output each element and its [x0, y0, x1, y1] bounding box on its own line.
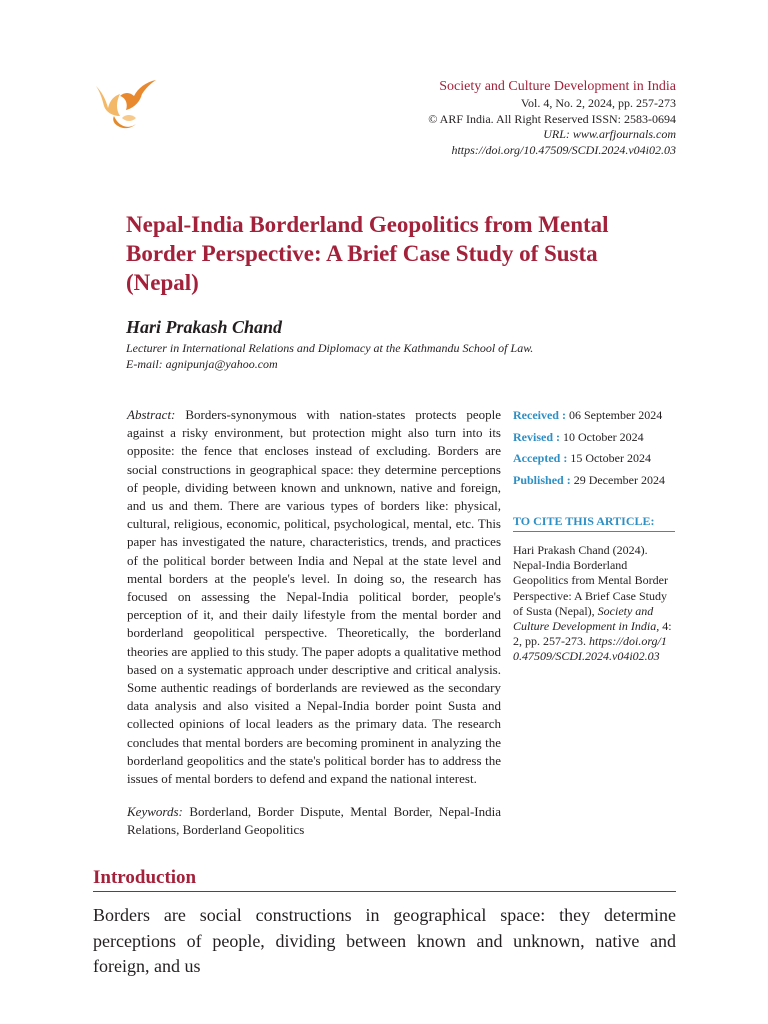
accepted-date: [513, 448, 683, 470]
citation: [513, 543, 675, 665]
keywords: [127, 803, 501, 839]
keywords-text: Borderland, Border Dispute, Mental Border, Nepal-India Relations, Borderland Geopolitics: [127, 804, 501, 838]
abstract-label: Abstract:: [127, 407, 176, 422]
journal-name: Society and Culture Development in India: [439, 79, 676, 94]
received-label: Received :: [513, 408, 566, 422]
section-divider: [93, 891, 676, 892]
keywords-label: Keywords:: [127, 804, 183, 819]
article-author: Hari Prakash Chand: [126, 317, 283, 337]
revised-value: 10 October 2024: [563, 429, 644, 444]
introduction-heading: Introduction: [93, 867, 197, 888]
citation-pages: 4: 2, pp. 257-273.: [513, 619, 672, 649]
article-dates: [513, 405, 683, 491]
journal-url[interactable]: URL: www.arfjournals.com: [543, 127, 676, 141]
journal-doi[interactable]: https://doi.org/10.47509/SCDI.2024.v04i02.03: [451, 142, 676, 157]
article-title: Nepal-India Borderland Geopolitics from Mental Border Perspective: A Brief Case Study of Susta (Nepal): [126, 212, 609, 295]
cite-heading: TO CITE THIS ARTICLE:: [513, 514, 675, 532]
accepted-label: Accepted :: [513, 451, 568, 465]
introduction-text: Borders are social constructions in geographical space: they determine perceptions of people, dividing between known and unknown, native and foreign, and us: [93, 905, 676, 976]
citation-text: Hari Prakash Chand (2024). Nepal-India Borderland Geopolitics from Mental Border Perspective: A Brief Case Study of Susta (Nepal),: [513, 543, 668, 618]
citation-journal: Society and Culture Development in India,: [513, 603, 660, 634]
author-affiliation: Lecturer in International Relations and Diplomacy at the Kathmandu School of Law.: [126, 341, 534, 355]
published-value: 29 December 2024: [573, 472, 665, 487]
accepted-value: 15 October 2024: [570, 451, 651, 465]
journal-header: [428, 78, 676, 158]
author-email[interactable]: E-mail: agnipunja@yahoo.com: [126, 357, 278, 371]
abstract-text: Borders-synonymous with nation-states protects people against a risky environment, but protection might also turn into its opposite: the fence that encloses instead of excluding. Borders are social constructions in geographical space: they determine perceptions of people, dividing between known and unknown, native and foreign, and us and them. There are various types of borders like: physical, cultural, religious, economic, political, psychological, mental, etc. This paper has investigated the nature, characteristics, trends, and practices of the political border between India and Nepal at the state level and mental borders at the people's level. In doing so, the research has focused on assessing the Nepal-India political border, people's perception of it, and their daily lifestyle from the mental border and borderland geopolitical perspective. Theoretically, the borderland theories are applied to this study. The paper adopts a qualitative method based on a systematic approach under descriptive and critical analysis. Some authentic readings of borderlands are reviewed as the secondary data analysis and also visited a Nepal-India border point Susta and collected opinions of local leaders as the primary data. The research concludes that mental borders are becoming prominent in analyzing the borderland geopolitics and the state's political border has to address the issues of mental borders to defend and expand the national interest.: [127, 407, 501, 787]
author-affiliation-block: [126, 340, 646, 372]
abstract: [127, 406, 501, 788]
published-date: [513, 470, 683, 492]
received-value: 06 September 2024: [568, 408, 663, 422]
journal-rights: © ARF India. All Right Reserved ISSN: 2583-0694: [428, 111, 676, 126]
revised-date: [513, 427, 683, 449]
published-label: Published :: [513, 472, 571, 487]
bird-logo-icon: [92, 78, 158, 136]
citation-doi[interactable]: https://doi.org/10.47509/SCDI.2024.v04i02.03: [513, 634, 667, 664]
revised-label: Revised :: [513, 429, 560, 444]
received-date: [513, 405, 683, 427]
journal-volume: Vol. 4, No. 2, 2024, pp. 257-273: [520, 96, 676, 110]
